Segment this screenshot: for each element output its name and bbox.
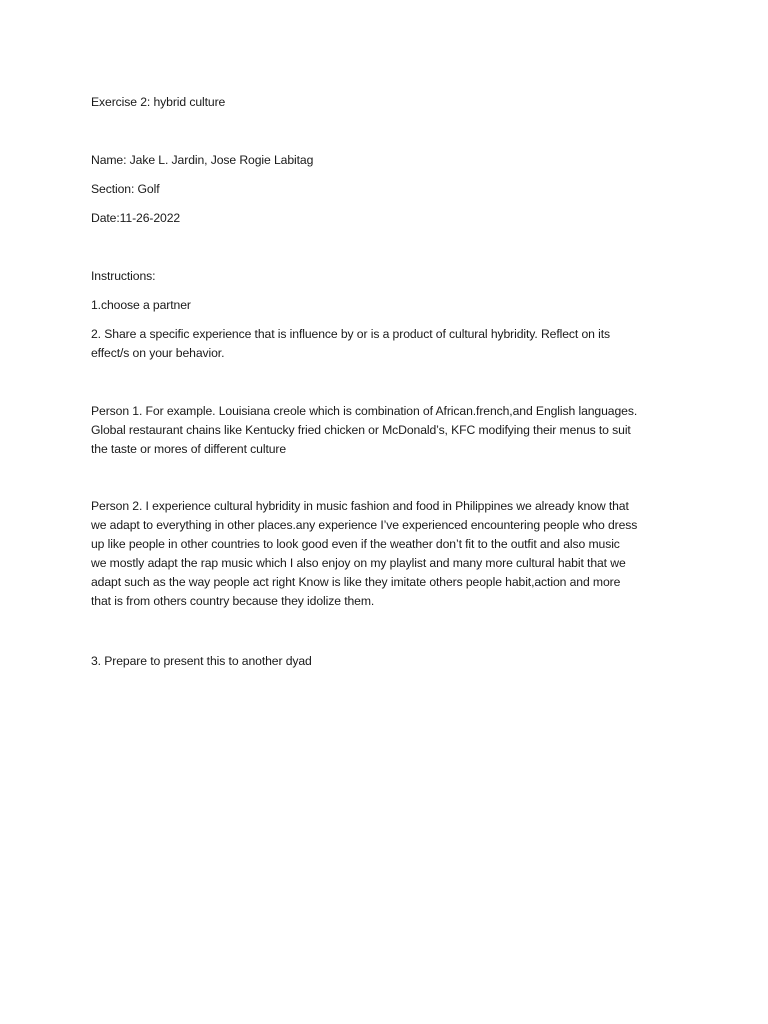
person-1-line: the taste or mores of different culture (91, 442, 287, 456)
person-2-line: up like people in other countries to look good even if the weather don’t fit to the outfit and also music (91, 537, 620, 551)
section-line: Section: Golf (91, 182, 160, 196)
step-2-line: effect/s on your behavior. (91, 346, 225, 360)
names-line: Name: Jake L. Jardin, Jose Rogie Labitag (91, 153, 314, 167)
person-2-line: we adapt to everything in other places.any experience I’ve experienced encountering people who dress (91, 518, 638, 532)
instruction-step-3: 3. Prepare to present this to another dyad (91, 654, 312, 668)
person-2-line: that is from others country because they idolize them. (91, 594, 375, 608)
instruction-step-1: 1.choose a partner (91, 298, 191, 312)
exercise-title: Exercise 2: hybrid culture (91, 95, 226, 109)
person-1-line: Person 1. For example. Louisiana creole which is combination of African.french,and English languages. (91, 404, 638, 418)
step-2-line: 2. Share a specific experience that is influence by or is a product of cultural hybridity. Reflect on its (91, 327, 611, 341)
person-2-line: we mostly adapt the rap music which I also enjoy on my playlist and many more cultural habit that we (91, 556, 626, 570)
person-2-line: Person 2. I experience cultural hybridity in music fashion and food in Philippines we already know that (91, 499, 629, 513)
person-2-line: adapt such as the way people act right Know is like they imitate others people habit,action and more (91, 575, 621, 589)
instruction-step-2 (91, 325, 691, 363)
date-line: Date:11-26-2022 (91, 211, 181, 225)
person-2-paragraph (91, 497, 691, 611)
person-1-paragraph (91, 402, 691, 459)
instructions-heading: Instructions: (91, 269, 156, 283)
person-1-line: Global restaurant chains like Kentucky fried chicken or McDonald’s, KFC modifying their menus to suit (91, 423, 631, 437)
